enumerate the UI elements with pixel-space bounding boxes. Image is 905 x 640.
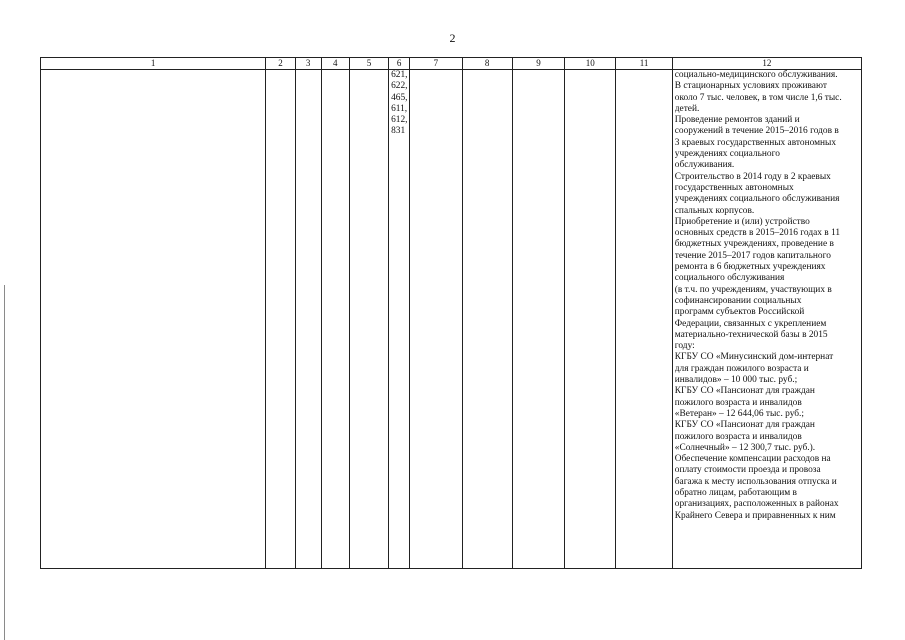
description-line: Приобретение и (или) устройство xyxy=(674,216,810,227)
cell-col-9 xyxy=(512,70,564,569)
budget-code-line: 622, xyxy=(391,81,408,92)
page-number: 2 xyxy=(449,31,456,45)
description-line: детей. xyxy=(674,103,700,114)
column-header-7: 7 xyxy=(410,58,462,70)
table-header-row xyxy=(41,58,862,70)
description-line: спальных корпусов. xyxy=(674,205,755,216)
scan-edge-line xyxy=(4,285,5,640)
col6-codes xyxy=(389,70,409,138)
budget-code-line: 612, xyxy=(391,115,408,126)
description-line: пожилого возраста и инвалидов xyxy=(674,397,802,408)
cell-col-11 xyxy=(616,70,672,569)
description-line: около 7 тыс. человек, в том числе 1,6 тыс. xyxy=(674,92,842,103)
column-header-3: 3 xyxy=(295,58,321,70)
description-line: Федерации, связанных с укреплением xyxy=(674,318,827,329)
description-line: сооружений в течение 2015–2016 годов в xyxy=(674,126,839,137)
description-line: софинансировании социальных xyxy=(674,295,802,306)
description-line: «Ветеран» – 12 644,06 тыс. руб.; xyxy=(674,408,804,419)
table-row xyxy=(41,70,862,569)
description-line: Проведение ремонтов зданий и xyxy=(674,115,800,126)
cell-col-7 xyxy=(410,70,462,569)
budget-code-line: 611, xyxy=(391,103,408,114)
budget-code-line: 831 xyxy=(391,126,406,137)
cell-col-8 xyxy=(462,70,512,569)
cell-col-10 xyxy=(565,70,616,569)
description-line: учреждениях социального xyxy=(674,149,780,160)
description-line: основных средств в 2015–2016 годах в 11 xyxy=(674,228,841,239)
column-header-10: 10 xyxy=(565,58,616,70)
description-line: Обеспечение компенсации расходов на xyxy=(674,454,831,465)
description-line: году: xyxy=(674,341,695,352)
cell-col-2 xyxy=(266,70,295,569)
column-header-8: 8 xyxy=(462,58,512,70)
description-line: материально-технической базы в 2015 xyxy=(674,329,828,340)
description-line: Строительство в 2014 году в 2 краевых xyxy=(674,171,831,182)
description-line: для граждан пожилого возраста и xyxy=(674,363,809,374)
column-header-1: 1 xyxy=(41,58,266,70)
cell-col-12 xyxy=(672,70,861,569)
description-line: багажа к месту использования отпуска и xyxy=(674,476,837,487)
col12-description xyxy=(673,70,861,522)
column-header-6: 6 xyxy=(389,58,410,70)
description-line: КГБУ СО «Пансионат для граждан xyxy=(674,386,815,397)
description-line: социального обслуживания xyxy=(674,273,785,284)
description-line: ремонта в 6 бюджетных учреждениях xyxy=(674,262,826,273)
description-line: инвалидов» – 10 000 тыс. руб.; xyxy=(674,375,798,386)
budget-table xyxy=(40,57,862,569)
description-line: пожилого возраста и инвалидов xyxy=(674,431,802,442)
description-line: (в т.ч. по учреждениям, участвующих в xyxy=(674,284,832,295)
column-header-4: 4 xyxy=(321,58,349,70)
description-line: программ субъектов Российской xyxy=(674,307,805,318)
cell-col-3 xyxy=(295,70,321,569)
description-line: КГБУ СО «Минусинский дом-интернат xyxy=(674,352,834,363)
description-line: социально-медицинского обслуживания. xyxy=(674,70,838,80)
cell-col-4 xyxy=(321,70,349,569)
description-line: В стационарных условиях проживают xyxy=(674,81,827,92)
description-line: государственных автономных xyxy=(674,182,794,193)
cell-col-5 xyxy=(349,70,388,569)
column-header-11: 11 xyxy=(616,58,672,70)
description-line: организациях, расположенных в районах xyxy=(674,499,839,510)
cell-col-6 xyxy=(389,70,410,569)
description-line: КГБУ СО «Пансионат для граждан xyxy=(674,420,815,431)
description-line: оплату стоимости проезда и провоза xyxy=(674,465,821,476)
budget-code-line: 465, xyxy=(391,92,408,103)
description-line: 3 краевых государственных автономных xyxy=(674,137,837,148)
description-line: «Солнечный» – 12 300,7 тыс. руб.). xyxy=(674,442,816,453)
column-header-9: 9 xyxy=(512,58,564,70)
column-header-12: 12 xyxy=(672,58,861,70)
cell-col-1 xyxy=(41,70,266,569)
description-line: обратно лицам, работающим в xyxy=(674,487,797,498)
description-line: учреждениях социального обслуживания xyxy=(674,194,840,205)
description-line: Крайнего Севера и приравненных к ним xyxy=(674,510,836,521)
description-line: течение 2015–2017 годов капитального xyxy=(674,250,831,261)
description-line: бюджетных учреждениях, проведение в xyxy=(674,239,834,250)
description-line: обслуживания. xyxy=(674,160,735,171)
column-header-2: 2 xyxy=(266,58,295,70)
column-header-5: 5 xyxy=(349,58,388,70)
budget-code-line: 621, xyxy=(391,70,408,80)
